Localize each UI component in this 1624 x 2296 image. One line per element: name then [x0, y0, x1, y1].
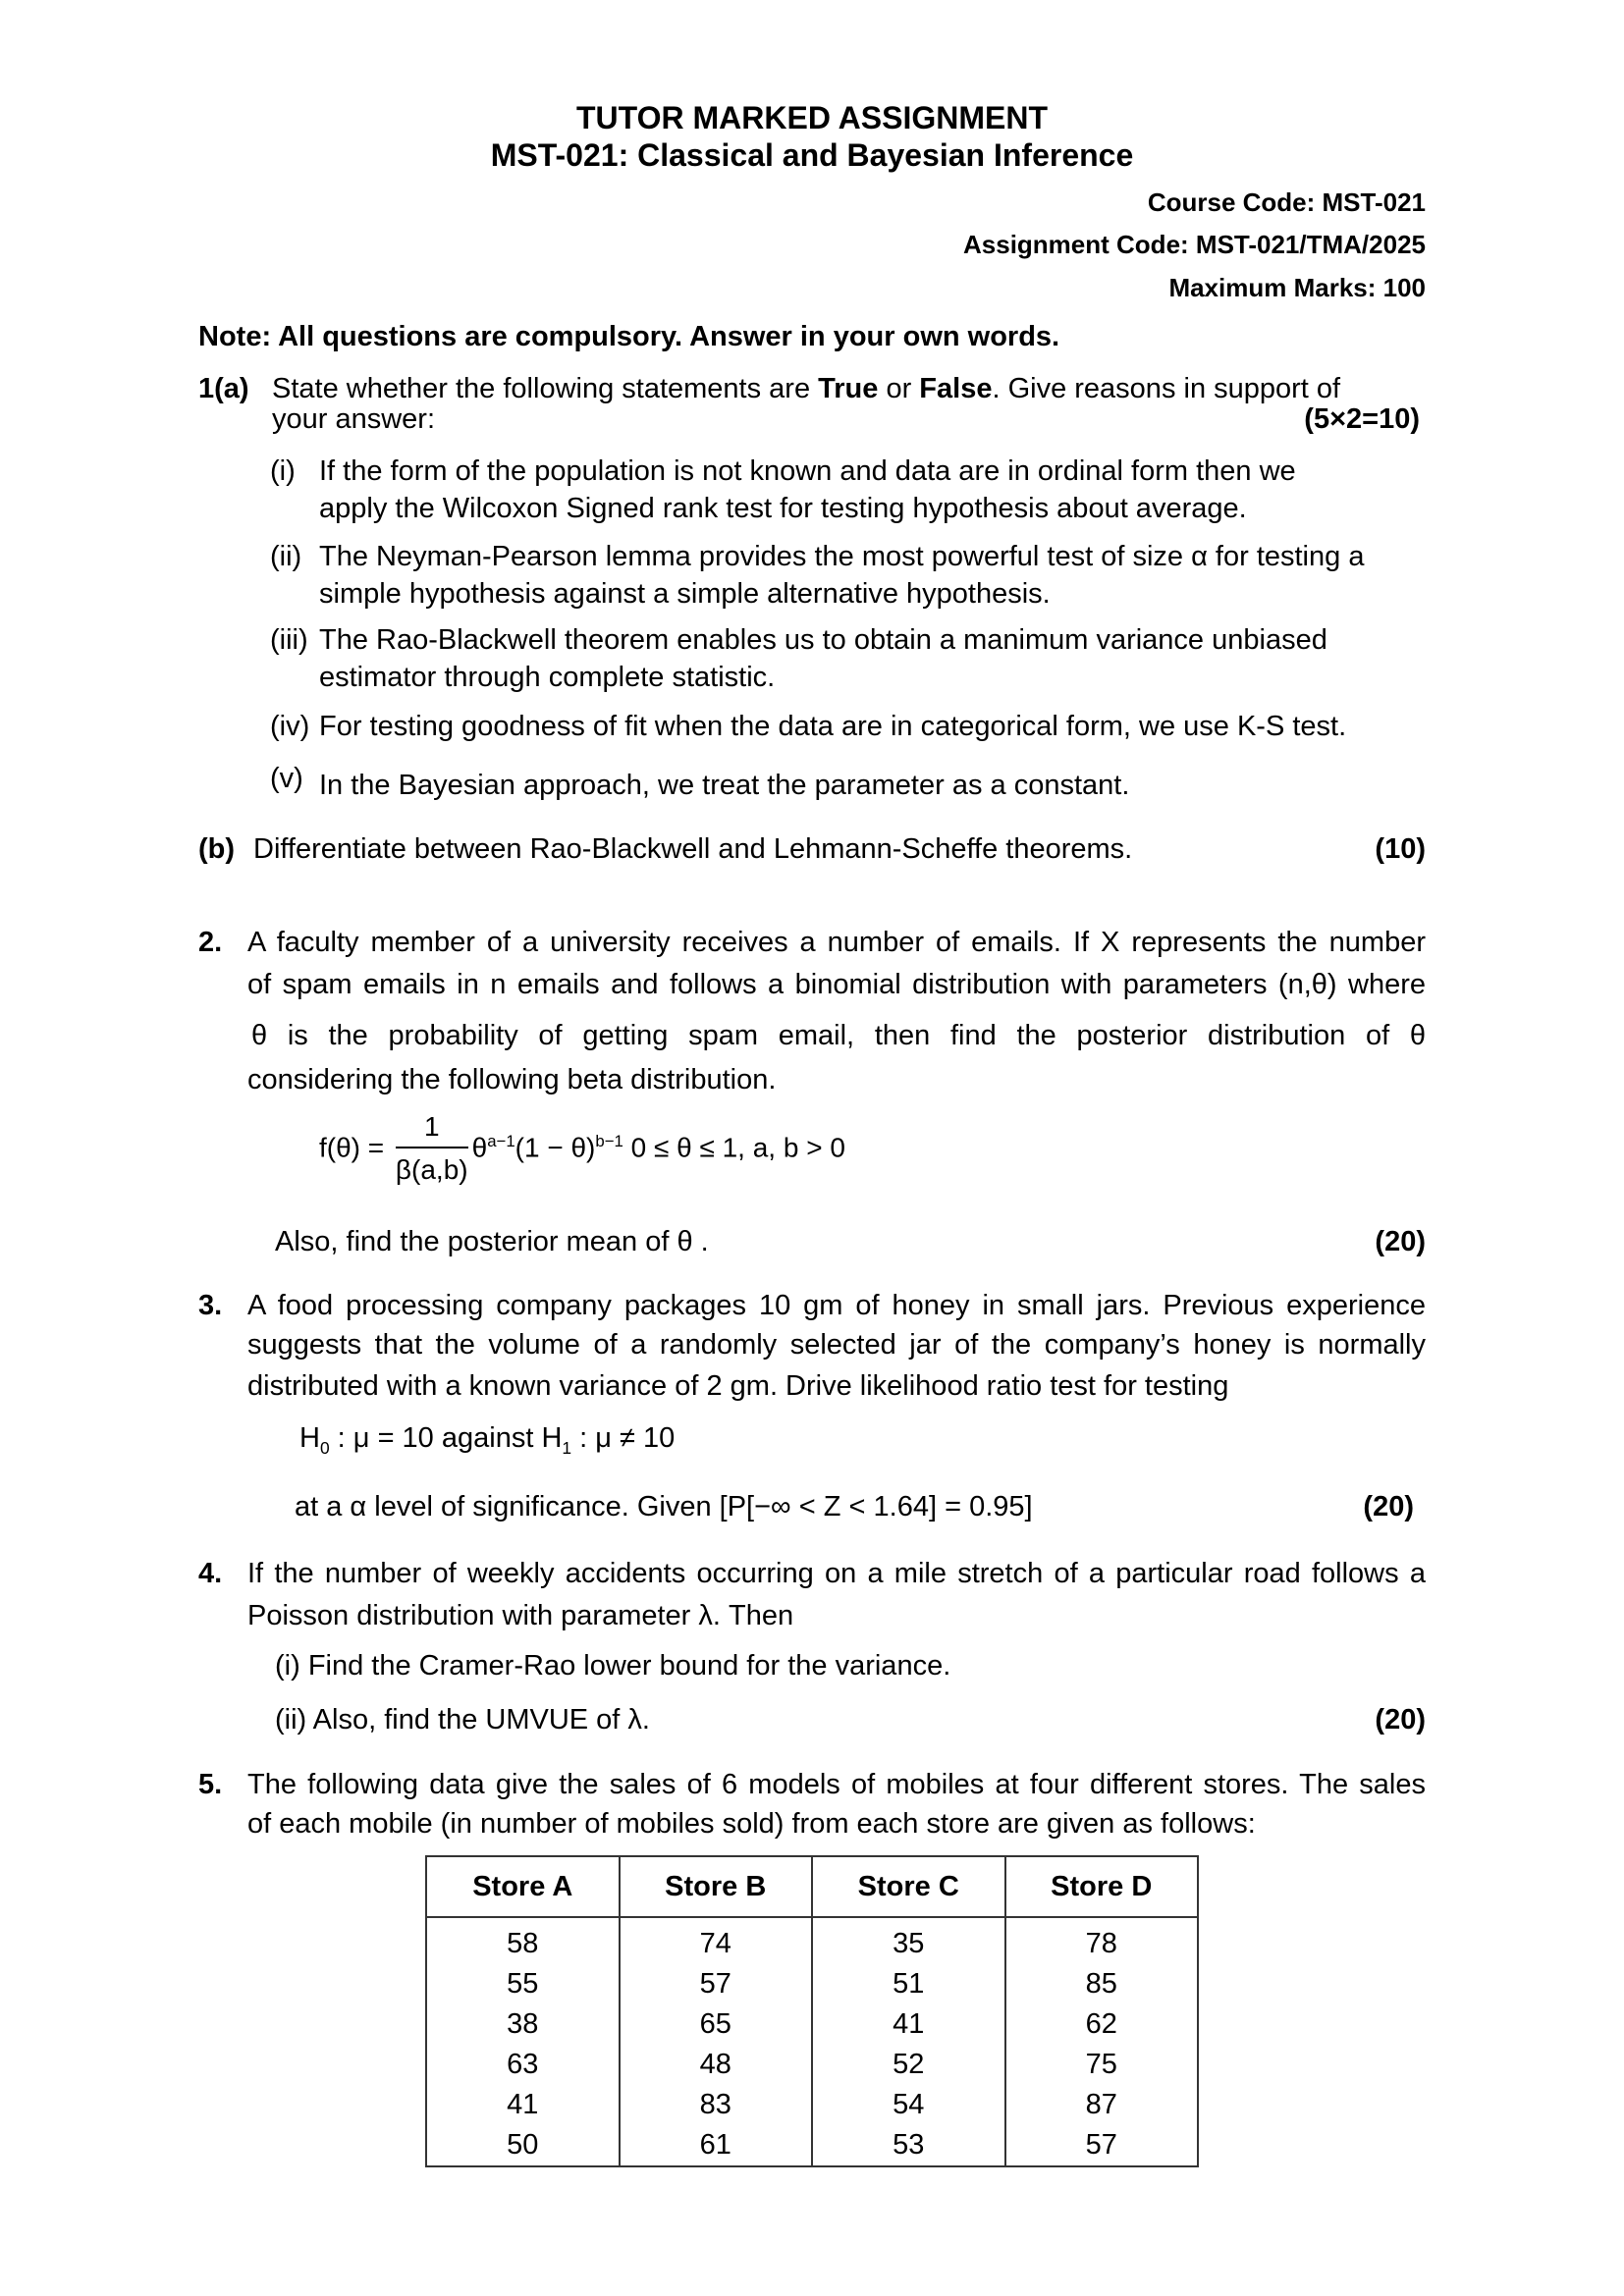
statement-text: The Rao-Blackwell theorem enables us to obtain a manimum variance unbiased [319, 624, 1327, 656]
exponent: b−1 [595, 1132, 623, 1151]
table-cell: 41 [812, 2004, 1005, 2045]
intro-text: State whether the following statements are [272, 373, 819, 404]
maximum-marks: Maximum Marks: 100 [1168, 273, 1426, 302]
table-cell: 38 [426, 2004, 620, 2045]
significance-line [295, 1489, 1033, 1524]
table-cell: 58 [426, 1917, 620, 1964]
statement-text: apply the Wilcoxon Signed rank test for testing hypothesis about average. [319, 493, 1247, 524]
column-header: Store A [426, 1856, 620, 1917]
table-cell: 51 [812, 1964, 1005, 2004]
table-row [426, 1964, 1198, 2004]
question-text: Poisson distribution with parameter λ. Then [247, 1600, 794, 1631]
table-cell: 52 [812, 2045, 1005, 2085]
marks: (20) [1363, 1491, 1414, 1522]
statement-label: (iv) [270, 711, 310, 742]
statement-text: estimator through complete statistic. [319, 662, 776, 693]
column-header: Store C [812, 1856, 1005, 1917]
or-text: or [878, 373, 920, 404]
table-row [426, 2004, 1198, 2045]
subscript: 0 [319, 1437, 330, 1458]
table-cell: 87 [1005, 2085, 1199, 2125]
question-text: A food processing company packages 10 gm of honey in small jars. Previous experience [247, 1290, 1426, 1321]
significance-text: at a α level of significance. Given [295, 1491, 720, 1522]
instructions-note: Note: All questions are compulsory. Answer in your own words. [198, 321, 1060, 352]
question-text: θ is the probability of getting spam email, then find the posterior distribution of θ [251, 1020, 1426, 1051]
question-number: 1(a) [198, 373, 249, 404]
marks: (10) [1375, 833, 1426, 865]
exponent: a−1 [487, 1132, 515, 1151]
table-cell: 62 [1005, 2004, 1199, 2045]
table-cell: 65 [620, 2004, 813, 2045]
table-cell: 57 [1005, 2125, 1199, 2166]
fraction-numerator: 1 [396, 1107, 468, 1148]
statement-text: In the Bayesian approach, we treat the parameter as a constant. [319, 770, 1130, 801]
statement-text: simple hypothesis against a simple alternative hypothesis. [319, 578, 1051, 610]
null-hypothesis-symbol: H [299, 1422, 320, 1454]
statement-text: The Neyman-Pearson lemma provides the most powerful test of size α for testing a [319, 541, 1365, 572]
table-cell: 53 [812, 2125, 1005, 2166]
table-cell: 83 [620, 2085, 813, 2125]
table-cell: 54 [812, 2085, 1005, 2125]
fraction [396, 1107, 468, 1192]
question-1b-label: (b) [198, 833, 236, 865]
statement-text: If the form of the population is not known and data are in ordinal form then we [319, 455, 1296, 487]
table-cell: 50 [426, 2125, 620, 2166]
sub-question-text: Also, find the UMVUE of λ. [312, 1704, 650, 1735]
table-header-row [426, 1856, 1198, 1917]
question-number: 4. [198, 1558, 223, 1589]
fraction-denominator: β(a,b) [395, 1154, 468, 1185]
question-number: 2. [198, 927, 223, 958]
question-text: Also, find the posterior mean of θ . [275, 1226, 709, 1257]
alt-hypothesis-text: : μ ≠ 10 [571, 1422, 676, 1454]
hypothesis-statement [299, 1420, 675, 1466]
statement-text: For testing goodness of fit when the data are in categorical form, we use K-S test. [319, 711, 1347, 742]
true-keyword: True [818, 373, 879, 404]
table-row [426, 2045, 1198, 2085]
table-cell: 63 [426, 2045, 620, 2085]
question-text: of spam emails in n emails and follows a binomial distribution with parameters (n,θ) where [247, 969, 1426, 1000]
table-row [426, 1917, 1198, 1964]
marks: (5×2=10) [1304, 403, 1420, 435]
marks: (20) [1375, 1704, 1426, 1735]
sub-question-label: (i) [275, 1650, 300, 1682]
table-cell: 35 [812, 1917, 1005, 1964]
statement-label: (i) [270, 455, 296, 487]
table-cell: 61 [620, 2125, 813, 2166]
table-cell: 75 [1005, 2045, 1199, 2085]
table-cell: 41 [426, 2085, 620, 2125]
formula-lhs: f(θ) = [319, 1132, 385, 1163]
statement-label: (ii) [270, 541, 302, 572]
question-text: The following data give the sales of 6 models of mobiles at four different stores. The sales [247, 1769, 1426, 1800]
course-code: Course Code: MST-021 [1147, 187, 1426, 217]
table-cell: 55 [426, 1964, 620, 2004]
alt-hypothesis-symbol: H [541, 1422, 563, 1454]
column-header: Store D [1005, 1856, 1199, 1917]
null-hypothesis-text: : μ = 10 against [329, 1422, 542, 1454]
false-keyword: False [919, 373, 993, 404]
sales-table [425, 1855, 1199, 2167]
course-subtitle: MST-021: Classical and Bayesian Inference [490, 137, 1134, 173]
question-1a-text-line2: your answer: [272, 403, 436, 435]
question-text: distributed with a known variance of 2 gm. Drive likelihood ratio test for testing [247, 1370, 1229, 1402]
formula-theta: θ [471, 1132, 488, 1163]
sub-question [275, 1648, 950, 1683]
marks: (20) [1375, 1226, 1426, 1257]
assignment-code: Assignment Code: MST-021/TMA/2025 [963, 230, 1426, 259]
question-text: of each mobile (in number of mobiles sold) from each store are given as follows: [247, 1808, 1256, 1840]
statement-label: (iii) [270, 624, 308, 656]
intro-text-end: . Give reasons in support of [992, 373, 1341, 404]
given-probability: [P[−∞ < Z < 1.64] = 0.95] [719, 1491, 1033, 1522]
question-number: 5. [198, 1769, 223, 1800]
sub-question-label: (ii) [275, 1704, 307, 1735]
question-text: suggests that the volume of a randomly selected jar of the company’s honey is normally [247, 1329, 1426, 1361]
question-number: 3. [198, 1290, 223, 1321]
question-1b-text: Differentiate between Rao-Blackwell and Lehmann-Scheffe theorems. [253, 833, 1133, 865]
table-row [426, 2085, 1198, 2125]
question-text: If the number of weekly accidents occurring on a mile stretch of a particular road follows a [247, 1558, 1426, 1589]
formula-condition: 0 ≤ θ ≤ 1, a, b > 0 [623, 1132, 845, 1163]
question-1a-text [272, 371, 1426, 406]
sub-question-text: Find the Cramer-Rao lower bound for the variance. [307, 1650, 951, 1682]
subscript: 1 [562, 1437, 572, 1458]
question-text: considering the following beta distribution. [247, 1064, 777, 1095]
table-row [426, 2125, 1198, 2166]
beta-prior-formula [319, 1107, 845, 1192]
column-header: Store B [620, 1856, 813, 1917]
document-title: TUTOR MARKED ASSIGNMENT [576, 100, 1048, 135]
table-cell: 74 [620, 1917, 813, 1964]
question-text: A faculty member of a university receives a number of emails. If X represents the number [247, 927, 1426, 958]
table-cell: 57 [620, 1964, 813, 2004]
sub-question [275, 1702, 650, 1737]
table-cell: 85 [1005, 1964, 1199, 2004]
table-cell: 78 [1005, 1917, 1199, 1964]
formula-term: (1 − θ) [514, 1132, 596, 1163]
table-cell: 48 [620, 2045, 813, 2085]
statement-label: (v) [270, 763, 303, 794]
